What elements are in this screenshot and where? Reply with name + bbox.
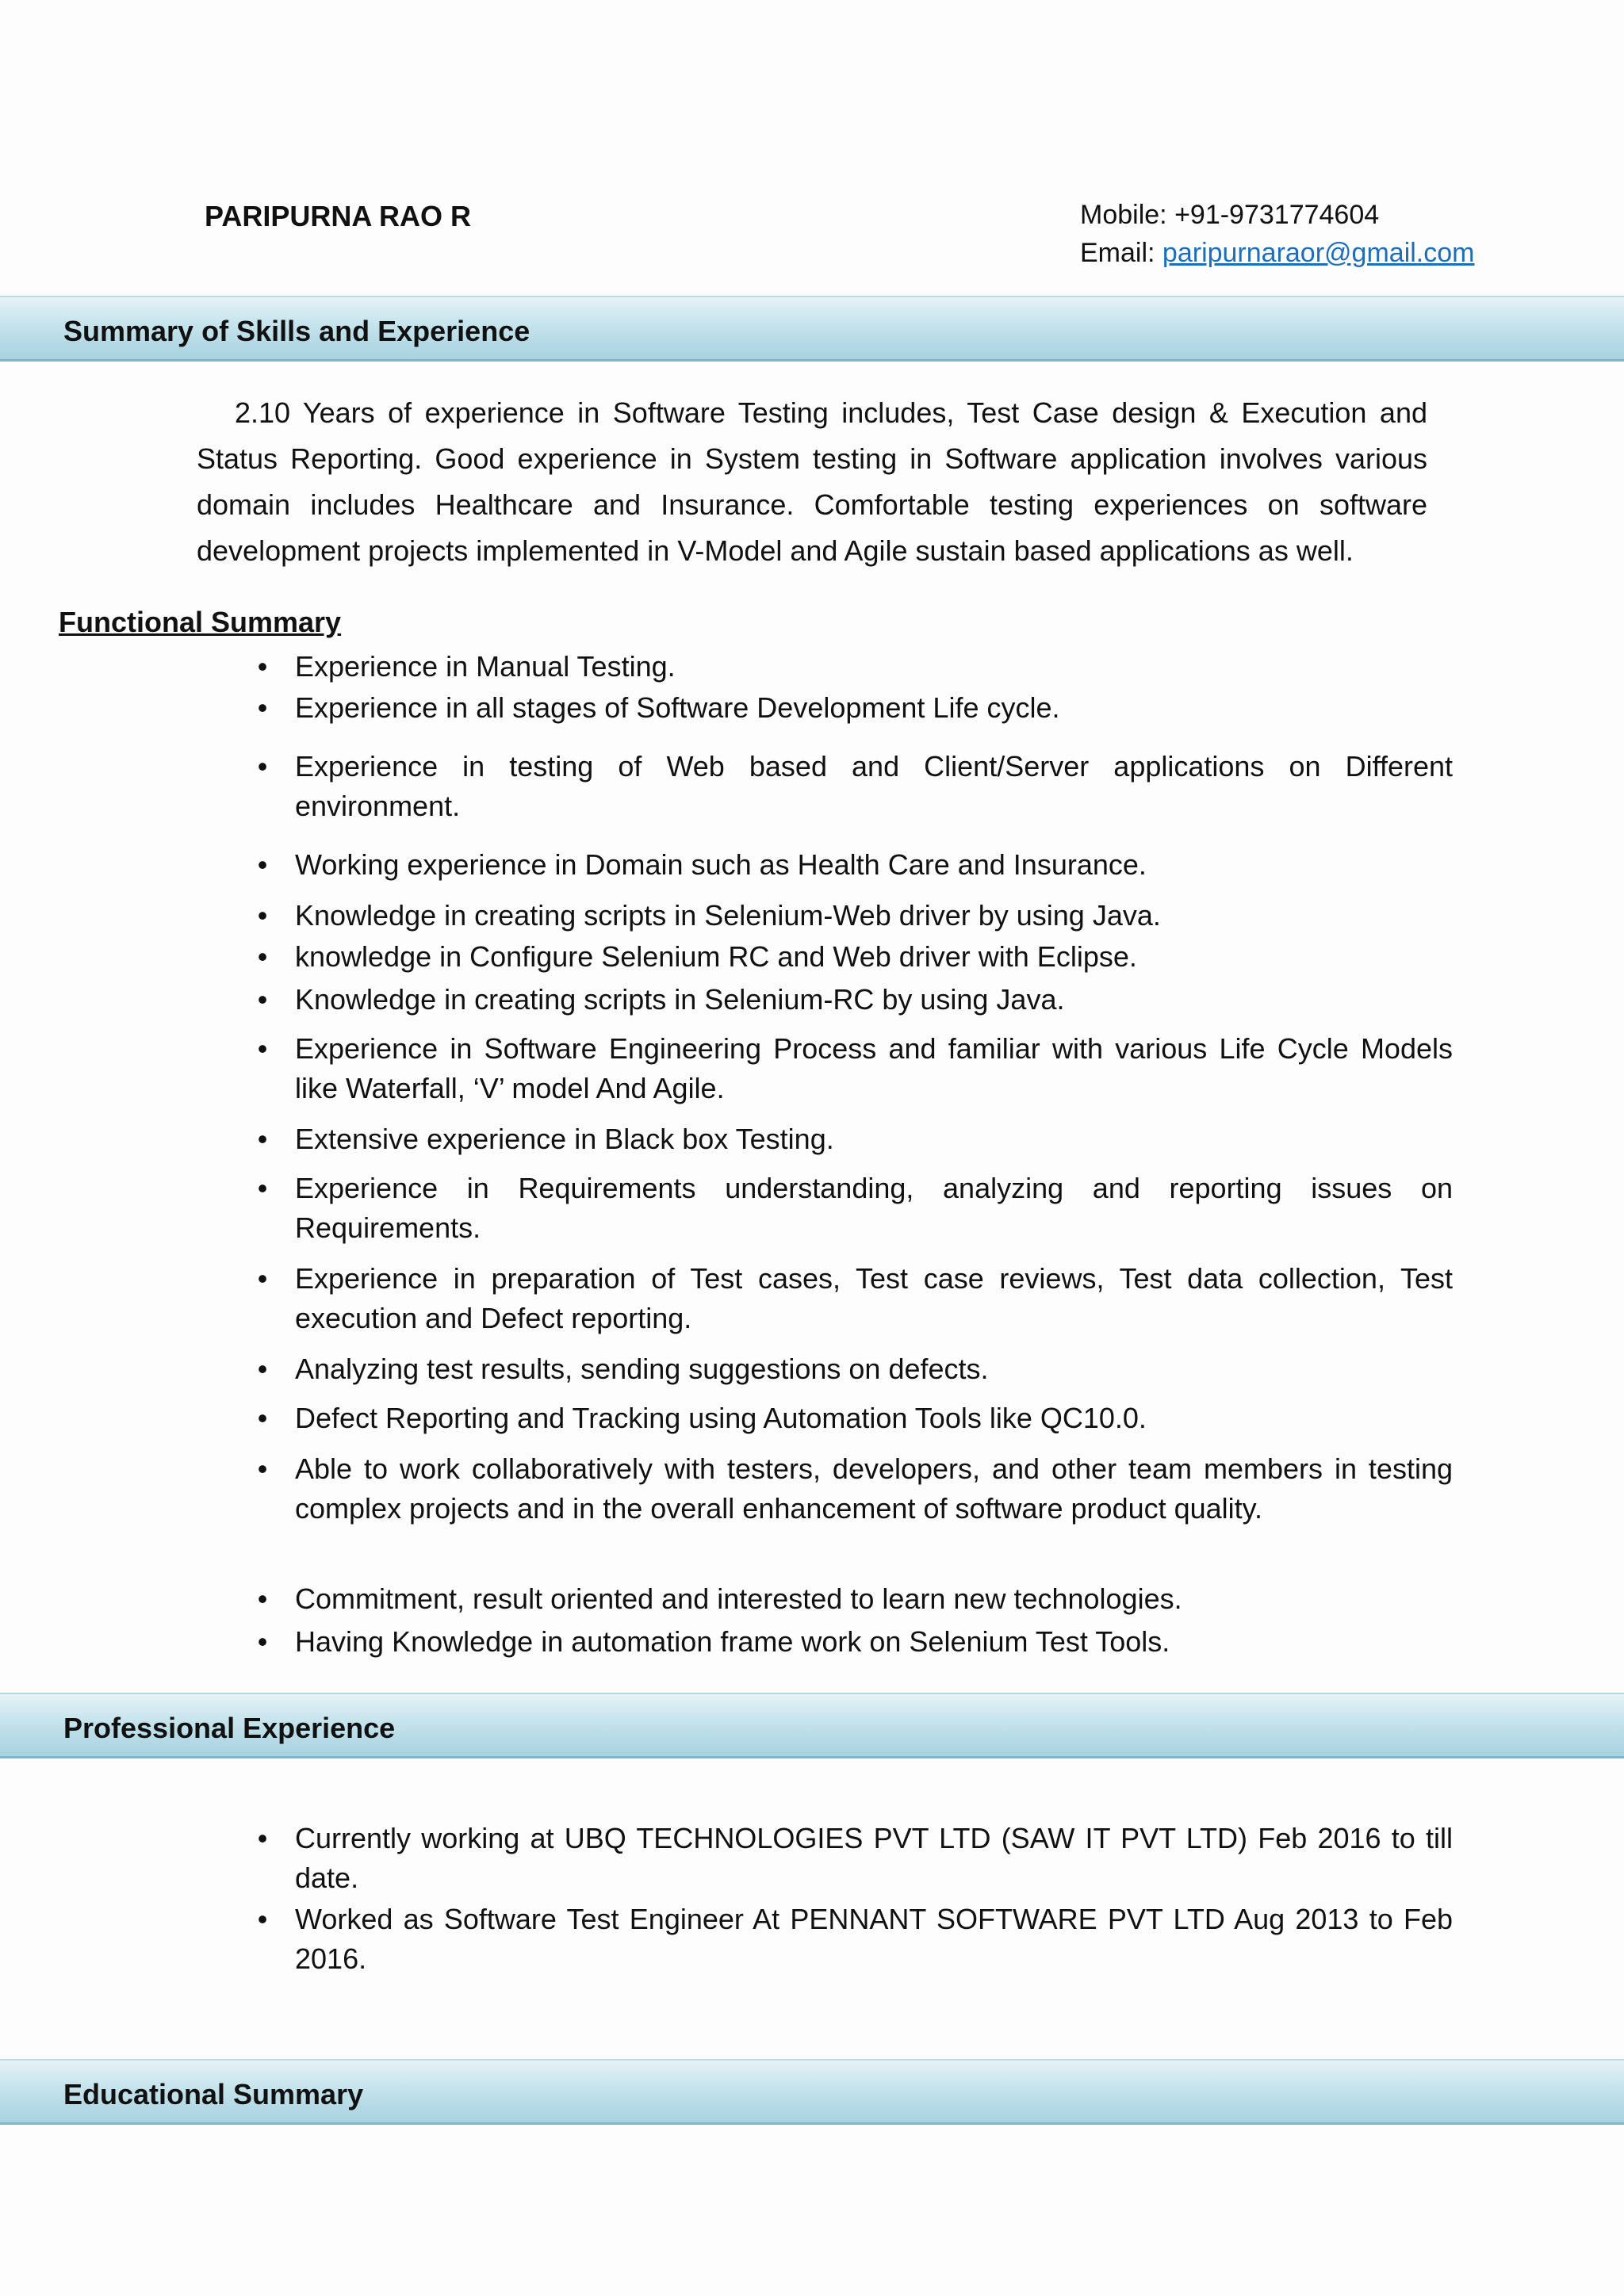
mobile-label: Mobile: (1080, 200, 1167, 230)
list-item-text: Experience in testing of Web based and Client/Server applications on Different environment. (295, 750, 1453, 822)
functional-summary-heading: Functional Summary (59, 606, 342, 638)
section-title-skills: Summary of Skills and Experience (63, 315, 530, 347)
list-item-text: Extensive experience in Black box Testing. (295, 1123, 834, 1155)
list-item (257, 647, 1453, 687)
list-item-text: Having Knowledge in automation frame work on Selenium Test Tools. (295, 1625, 1170, 1658)
bullet-icon: • (257, 1625, 268, 1658)
list-item (257, 1579, 1453, 1619)
list-item (257, 1449, 1453, 1529)
list-item-text: Experience in Manual Testing. (295, 650, 676, 683)
list-item (257, 896, 1453, 936)
list-item-text: Experience in Software Engineering Process and familiar with various Life Cycle Models like Waterfall, ‘V’ model And Agile. (295, 1032, 1453, 1104)
list-item-text: Currently working at UBQ TECHNOLOGIES PVT LTD (SAW IT PVT LTD) Feb 2016 to till date. (295, 1822, 1453, 1894)
list-item (257, 1349, 1453, 1389)
section-band-experience (0, 1693, 1624, 1758)
list-item-text: knowledge in Configure Selenium RC and Web driver with Eclipse. (295, 940, 1137, 973)
list-item (257, 1169, 1453, 1248)
bullet-icon: • (257, 650, 268, 683)
email-link[interactable]: paripurnaraor@gmail.com (1162, 238, 1475, 268)
list-item-text: Defect Reporting and Tracking using Automation Tools like QC10.0. (295, 1402, 1147, 1434)
bullet-icon: • (257, 691, 268, 724)
list-item-text: Experience in all stages of Software Development Life cycle. (295, 691, 1060, 724)
list-item (257, 1029, 1453, 1108)
bullet-icon: • (257, 1903, 268, 1935)
email-label: Email: (1080, 238, 1155, 268)
section-band-skills (0, 296, 1624, 362)
list-item (257, 937, 1453, 977)
bullet-icon: • (257, 1123, 268, 1155)
bullet-icon: • (257, 1822, 268, 1854)
bullet-icon: • (257, 1452, 268, 1485)
list-item-text: Knowledge in creating scripts in Selenium-Web driver by using Java. (295, 899, 1161, 932)
list-item (257, 688, 1453, 728)
mobile-number: +91-9731774604 (1174, 200, 1380, 230)
list-item (257, 1259, 1453, 1338)
list-item (257, 980, 1453, 1020)
list-item-text: Experience in Requirements understanding, analyzing and reporting issues on Requirements. (295, 1172, 1453, 1244)
candidate-name: PARIPURNA RAO R (205, 200, 472, 232)
list-item (257, 1622, 1453, 1662)
list-item (257, 845, 1453, 885)
summary-paragraph (197, 390, 1427, 574)
bullet-icon: • (257, 1172, 268, 1204)
bullet-icon: • (257, 1262, 268, 1295)
list-item-text: Worked as Software Test Engineer At PENNANT SOFTWARE PVT LTD Aug 2013 to Feb 2016. (295, 1903, 1453, 1975)
bullet-icon: • (257, 1582, 268, 1615)
list-item-text: Working experience in Domain such as Health Care and Insurance. (295, 848, 1147, 881)
bullet-icon: • (257, 1032, 268, 1065)
bullet-icon: • (257, 848, 268, 881)
bullet-icon: • (257, 940, 268, 973)
list-item (257, 1119, 1453, 1159)
section-title-experience: Professional Experience (63, 1712, 396, 1744)
list-item (257, 747, 1453, 826)
mobile-line (1080, 200, 1379, 231)
bullet-icon: • (257, 983, 268, 1016)
bullet-icon: • (257, 750, 268, 783)
list-item (257, 1900, 1453, 1979)
list-item (257, 1399, 1453, 1438)
list-item-text: Analyzing test results, sending suggestions on defects. (295, 1353, 989, 1385)
section-band-education (0, 2059, 1624, 2125)
bullet-icon: • (257, 1402, 268, 1434)
bullet-icon: • (257, 1353, 268, 1385)
list-item (257, 1819, 1453, 1898)
section-title-education: Educational Summary (63, 2078, 364, 2110)
list-item-text: Commitment, result oriented and interested to learn new technologies. (295, 1582, 1182, 1615)
summary-paragraph-text: 2.10 Years of experience in Software Testing includes, Test Case design & Execution and Status Reporting. Good experience in System testing in Software application involves various domain includes Healthcare and Insurance. Comfortable testing experiences on software development projects implemented in V-Model and Agile sustain based applications as well. (197, 396, 1427, 567)
list-item-text: Experience in preparation of Test cases, Test case reviews, Test data collection, Test execution and Defect reporting. (295, 1262, 1453, 1334)
bullet-icon: • (257, 899, 268, 932)
email-line (1080, 238, 1474, 269)
list-item-text: Able to work collaboratively with testers, developers, and other team members in testing complex projects and in the overall enhancement of software product quality. (295, 1452, 1453, 1525)
list-item-text: Knowledge in creating scripts in Selenium-RC by using Java. (295, 983, 1065, 1016)
